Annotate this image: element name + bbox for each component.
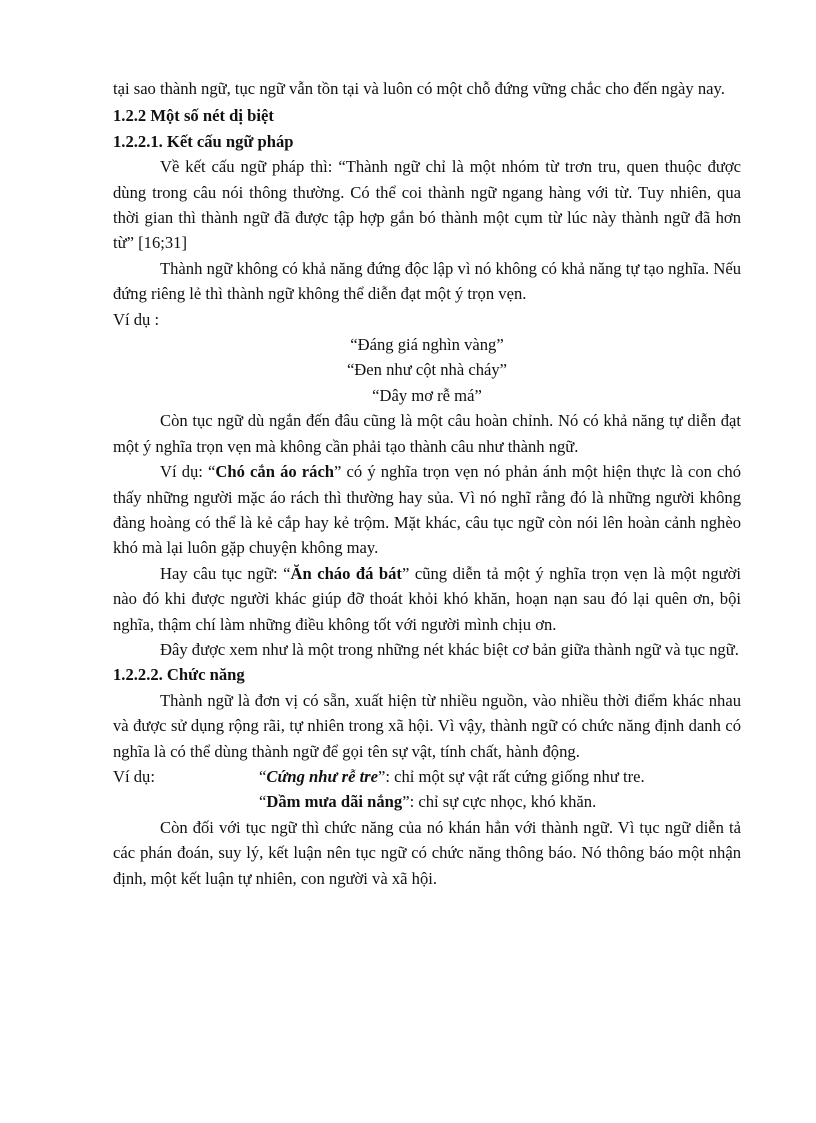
dog-proverb-paragraph: Ví dụ: “Chó cắn áo rách” có ý nghĩa trọn vẹn nó phản ánh một hiện thực là con chó thấy những người mặc áo rách thì thường hay sủa. Vì nó nghĩ rằng đó là những người không đàng hoàng có thể là kẻ cắp hay kẻ trộm. Mặt khác, câu tục ngữ còn nói lên hoàn cảnh nghèo khó mà lại luôn gặp chuyện không may. [113, 462, 741, 558]
proverb-bold: Chó cắn áo rách [215, 462, 335, 482]
heading-1-2-2: 1.2.2 Một số nét dị biệt [113, 106, 274, 126]
example-label-2: Ví dụ: [113, 766, 155, 786]
heading-1-2-2-1: 1.2.2.1. Kết cấu ngữ pháp [113, 131, 294, 151]
example-idiom: “Đáng giá nghìn vàng” [350, 335, 504, 355]
document-page [113, 76, 741, 891]
independence-paragraph: Thành ngữ không có khả năng đứng độc lập vì nó không có khả năng tự tạo nghĩa. Nếu đứng riêng lẻ thì thành ngữ không thể diễn đạt một ý trọn vẹn. [113, 258, 741, 304]
proverb-paragraph: Còn tục ngữ dù ngắn đến đâu cũng là một câu hoàn chỉnh. Nó có khả năng tự diễn đạt một ý nghĩa trọn vẹn mà không cần phải tạo thành câu như thành ngữ. [113, 411, 741, 456]
grammar-paragraph: Về kết cấu ngữ pháp thì: “Thành ngữ chỉ là một nhóm từ trơn tru, quen thuộc được dùng trong câu nói thông thường. Có thể coi thành ngữ ngang hàng với từ. Tuy nhiên, qua thời gian thì thành ngữ đã được tập hợp gắn bó thành một cụm từ lúc này thành ngữ đã hơn từ” [16;31] [113, 157, 741, 253]
difference-paragraph: Đây được xem như là một trong những nét khác biệt cơ bản giữa thành ngữ và tục ngữ. [160, 639, 739, 659]
intro-paragraph: tại sao thành ngữ, tục ngữ vẫn tồn tại và luôn có một chỗ đứng vững chắc cho đến ngày nay. [113, 79, 725, 98]
porridge-proverb-paragraph: Hay câu tục ngữ: “Ăn cháo đá bát” cũng diễn tả một ý nghĩa trọn vẹn là một người nào đó khi được người khác giúp đỡ thoát khỏi khó khăn, hoạn nạn sau đó lại quên ơn, bội nghĩa, thậm chí làm những điều không tốt với người mình chịu ơn. [113, 563, 742, 634]
example-idiom-2: “Dầm mưa dãi nắng”: chỉ sự cực nhọc, khó khăn. [259, 792, 597, 812]
heading-1-2-2-2: 1.2.2.2. Chức năng [113, 665, 245, 685]
example-idiom-1: “Cứng như rễ tre”: chỉ một sự vật rất cứng giống như tre. [259, 766, 645, 786]
example-label: Ví dụ : [113, 309, 160, 329]
example-row [113, 764, 741, 789]
example-idiom: “Đen như cột nhà cháy” [346, 360, 508, 380]
example-idiom: “Dây mơ rễ má” [372, 385, 482, 405]
proverb-bold: Ăn cháo đá bát [290, 563, 402, 583]
function-paragraph: Thành ngữ là đơn vị có sẵn, xuất hiện từ nhiều nguồn, vào nhiều thời điểm khác nhau và được sử dụng rộng rãi, tự nhiên trong xã hội. Vì vậy, thành ngữ có chức năng định danh có nghĩa là có thể dùng thành ngữ để gọi tên sự vật, tính chất, hành động. [113, 690, 741, 761]
notification-paragraph: Còn đối với tục ngữ thì chức năng của nó khán hẳn với thành ngữ. Vì tục ngữ diễn tả các phán đoán, suy lý, kết luận nên tục ngữ có chức năng thông báo. Nó thông báo một nhận định, một kết luận tự nhiên, con người và xã hội. [113, 817, 741, 888]
